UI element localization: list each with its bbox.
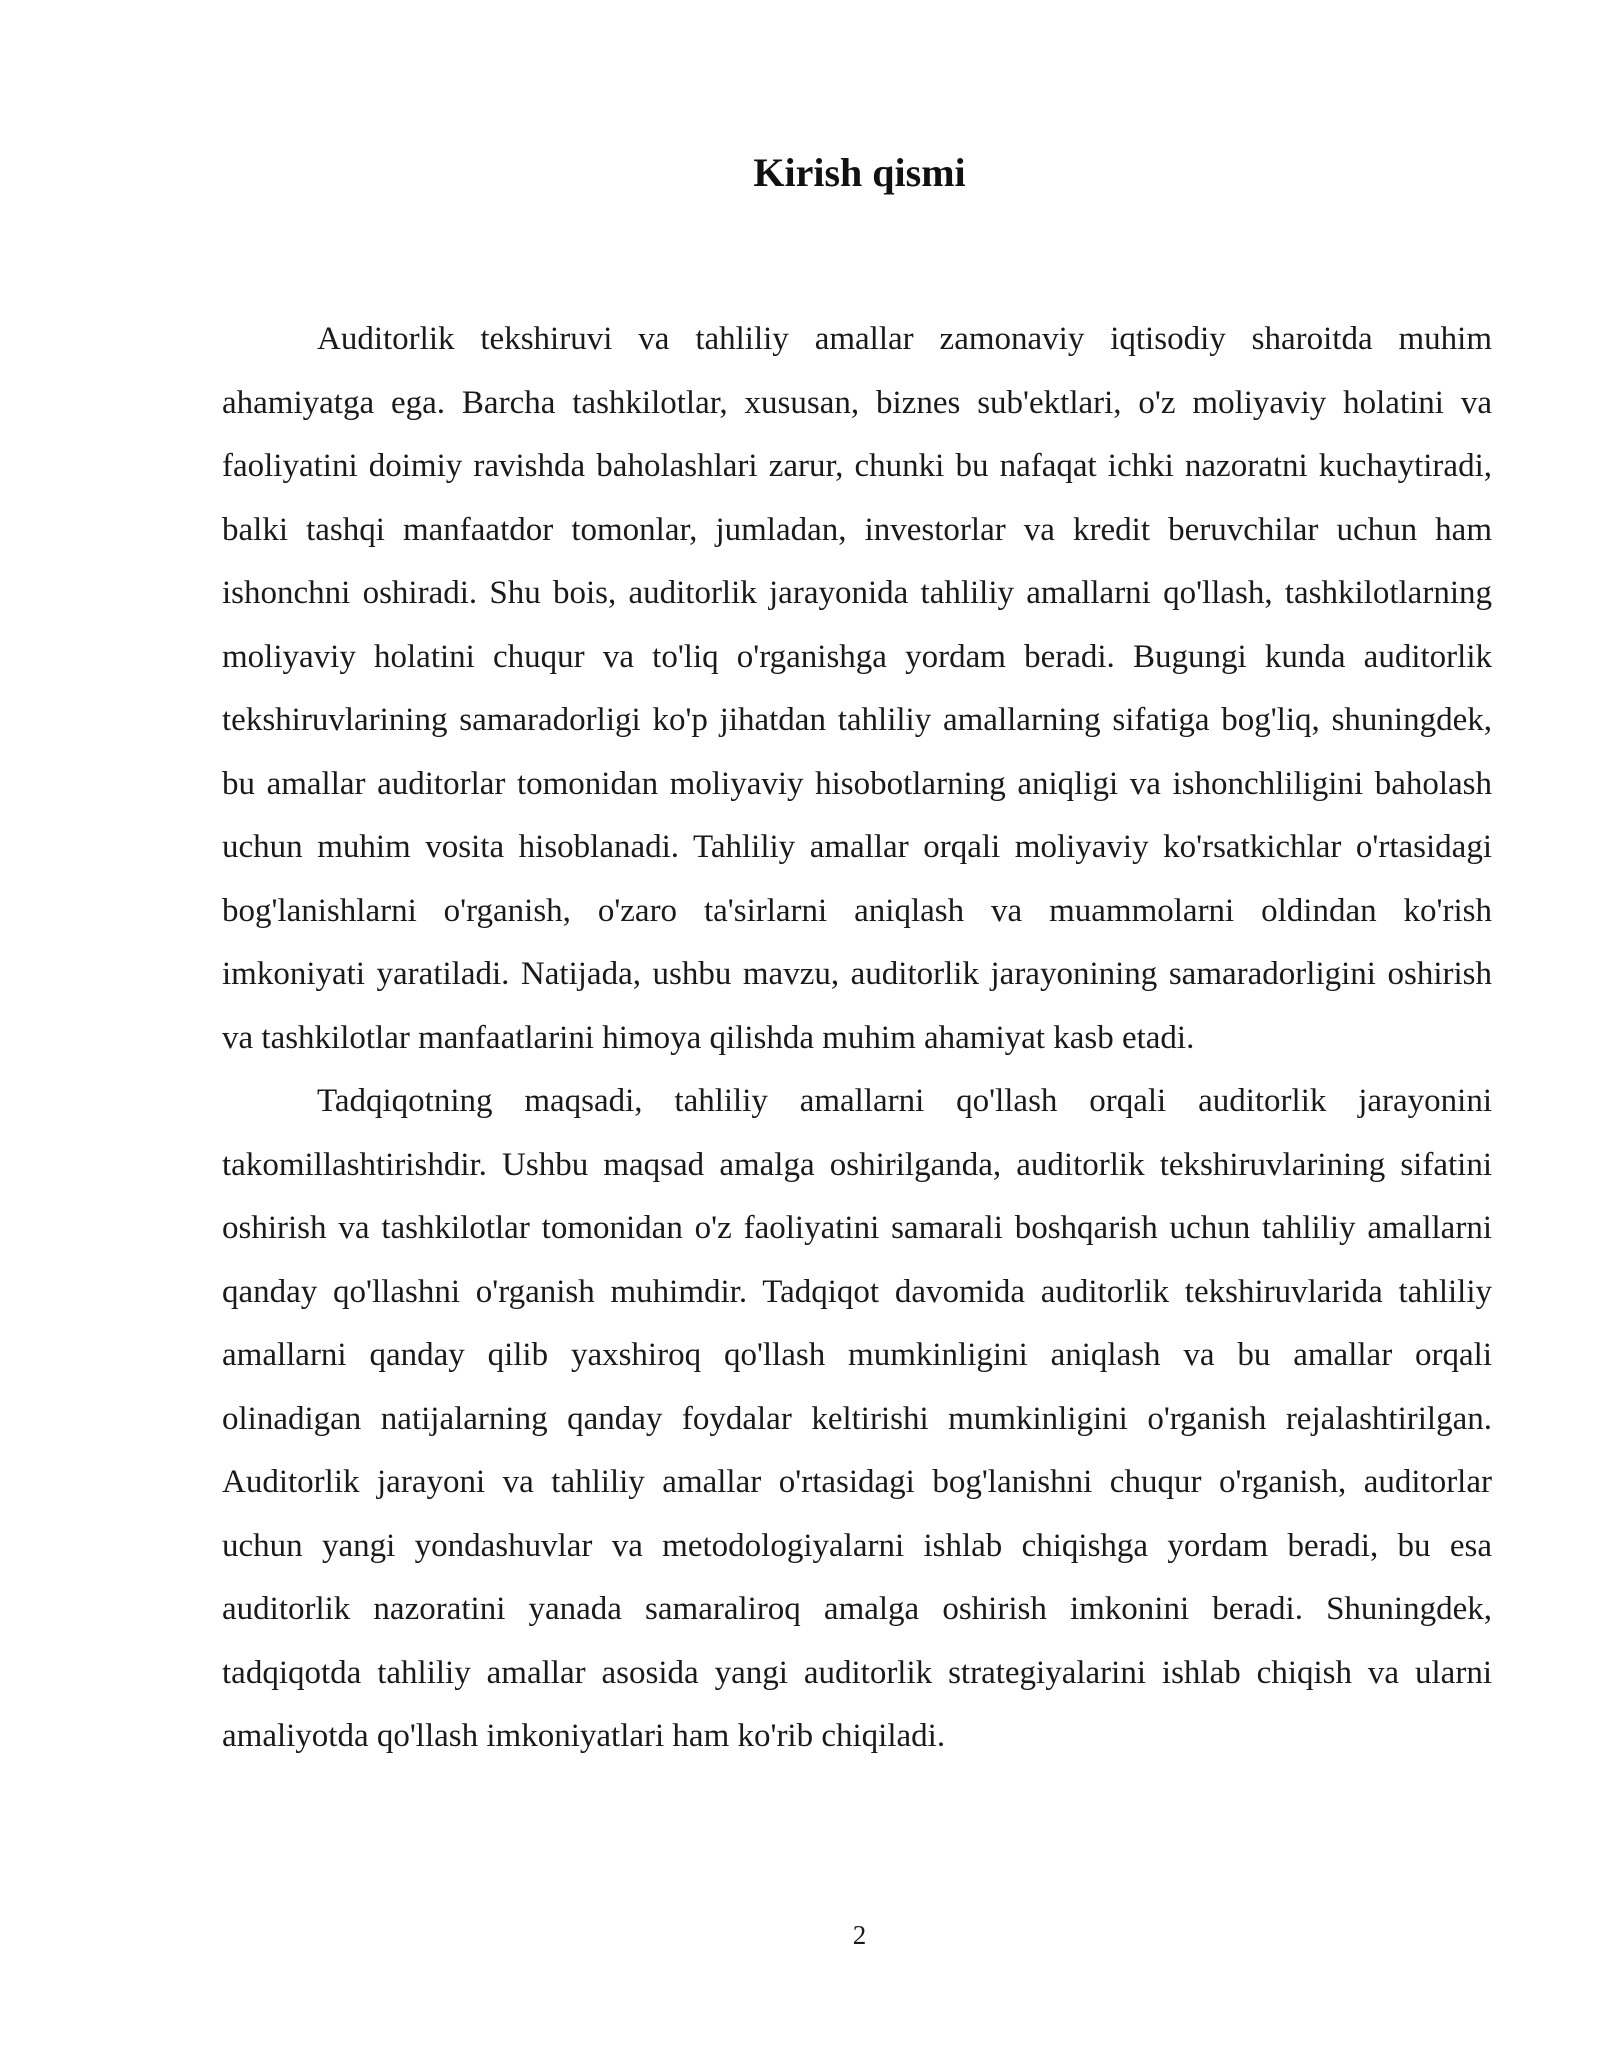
page-title: Kirish qismi bbox=[753, 150, 966, 195]
page-number: 2 bbox=[852, 1920, 867, 1950]
paragraph-introduction: Auditorlik tekshiruvi va tahliliy amallar zamonaviy iqtisodiy sharoitda muhim ahamiyatga ega. Barcha tashkilotlar, xususan, biznes sub'ektlari, o'z moliyaviy holatini va faoliyatini doimiy ravishda baholashlari zarur, chunki bu nafaqat ichki nazoratni kuchaytiradi, balki tashqi manfaatdor tomonlar, jumladan, investorlar va kredit beruvchilar uchun ham ishonchni oshiradi. Shu bois, auditorlik jarayonida tahliliy amallarni qo'llash, tashkilotlarning moliyaviy holatini chuqur va to'liq o'rganishga yordam beradi. Bugungi kunda auditorlik tekshiruvlarining samaradorligi ko'p jihatdan tahliliy amallarning sifatiga bog'liq, shuningdek, bu amallar auditorlar tomonidan moliyaviy hisobotlarning aniqligi va ishonchliligini baholash uchun muhim vosita hisoblanadi. Tahliliy amallar orqali moliyaviy ko'rsatkichlar o'rtasidagi bog'lanishlarni o'rganish, o'zaro ta'sirlarni aniqlash va muammolarni oldindan ko'rish imkoniyati yaratiladi. Natijada, ushbu mavzu, auditorlik jarayonining samaradorligini oshirish va tashkilotlar manfaatlarini himoya qilishda muhim ahamiyat kasb etadi. bbox=[222, 321, 1492, 1056]
paragraph-research-goal: Tadqiqotning maqsadi, tahliliy amallarni qo'llash orqali auditorlik jarayonini takomillashtirishdir. Ushbu maqsad amalga oshirilganda, auditorlik tekshiruvlarining sifatini oshirish va tashkilotlar tomonidan o'z faoliyatini samarali boshqarish uchun tahliliy amallarni qanday qo'llashni o'rganish muhimdir. Tadqiqot davomida auditorlik tekshiruvlarida tahliliy amallarni qanday qilib yaxshiroq qo'llash mumkinligini aniqlash va bu amallar orqali olinadigan natijalarning qanday foydalar keltirishi mumkinligini o'rganish rejalashtirilgan. Auditorlik jarayoni va tahliliy amallar o'rtasidagi bog'lanishni chuqur o'rganish, auditorlar uchun yangi yondashuvlar va metodologiyalarni ishlab chiqishga yordam beradi, bu esa auditorlik nazoratini yanada samaraliroq amalga oshirish imkonini beradi. Shuningdek, tadqiqotda tahliliy amallar asosida yangi auditorlik strategiyalarini ishlab chiqish va ularni amaliyotda qo'llash imkoniyatlari ham ko'rib chiqiladi. bbox=[222, 1083, 1492, 1754]
body-text bbox=[222, 308, 1492, 1769]
